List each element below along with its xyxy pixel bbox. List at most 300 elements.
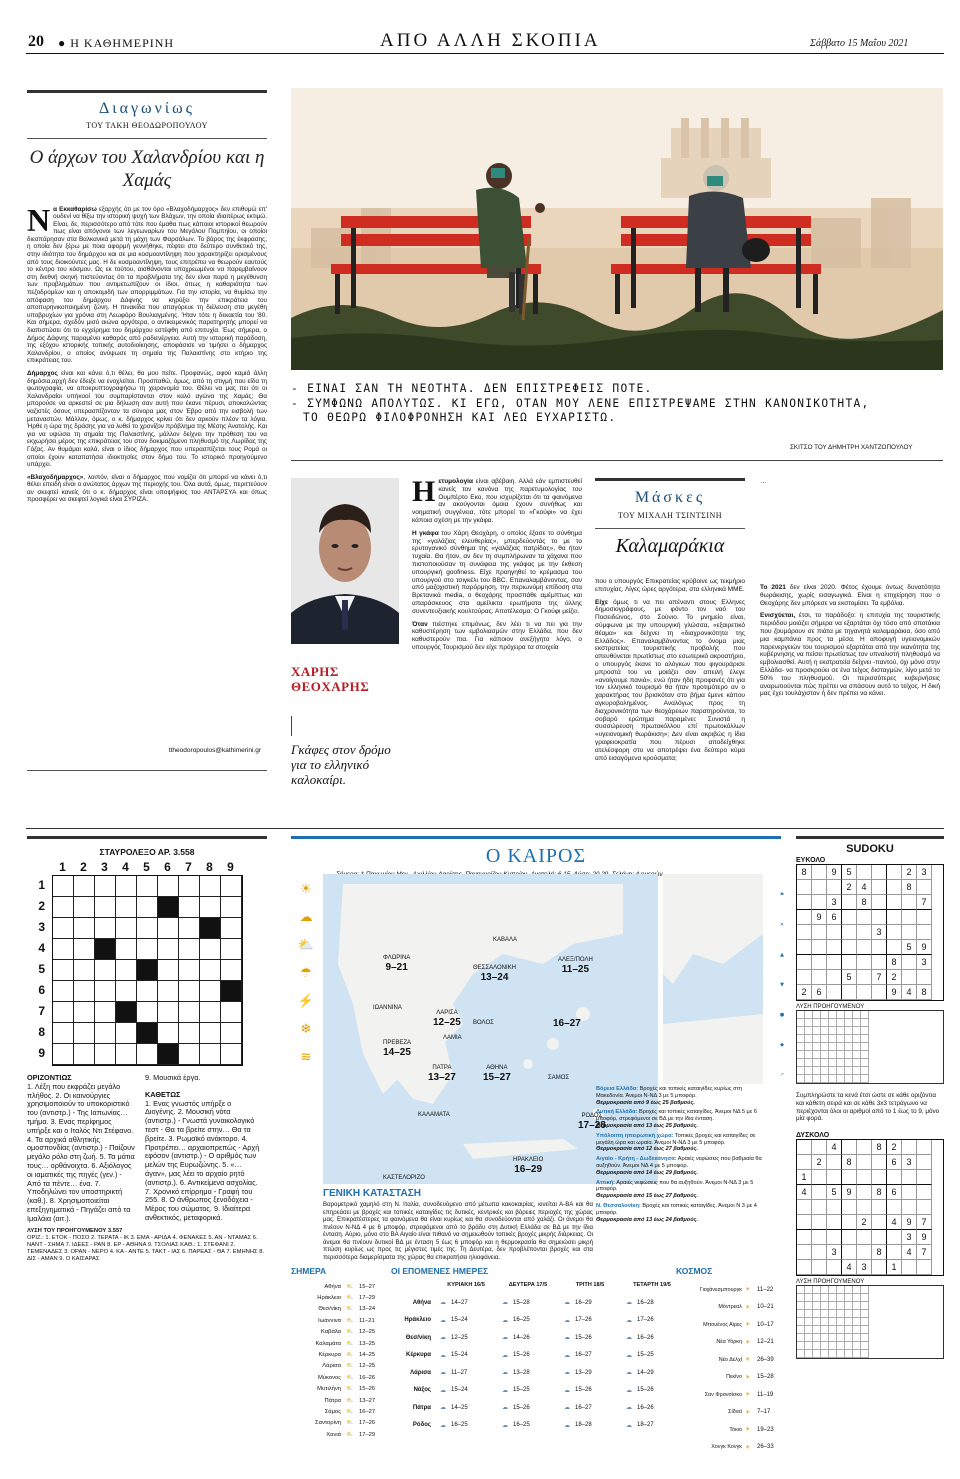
sudoku-cell[interactable] <box>887 865 902 880</box>
region-forecast <box>596 1109 766 1129</box>
sudoku-cell[interactable] <box>827 985 842 1000</box>
crossword-cell[interactable] <box>137 897 158 918</box>
crossword-cell[interactable] <box>221 1002 242 1023</box>
maskes-header <box>595 478 745 568</box>
sudoku-cell[interactable] <box>902 1200 917 1215</box>
sudoku-cell[interactable] <box>887 925 902 940</box>
sudoku-cell[interactable] <box>812 955 827 970</box>
sudoku-cell[interactable] <box>812 1140 827 1155</box>
crossword-cell[interactable] <box>158 1002 179 1023</box>
crossword-cell[interactable] <box>179 918 200 939</box>
sudoku-cell: 8 <box>872 1185 887 1200</box>
city-name: ΛΑΡΙΣΑ <box>436 1010 458 1016</box>
crossword-cell[interactable] <box>116 1023 137 1044</box>
maskes-col-3: … Το 2021 δεν είναι 2020. Φέτος έχουμε όντως δυνατότητα θωράκισης, χωρίς εισαγωγικά. Είναι η επιχείρηση που ο Θεοχάρης δεν μπόρεσε να εκστομίσει. Τα εμβόλια. Ενισχύεται, έτσι, το παράδοξο: η επιτυχία της τουριστικής περιόδου μοιάζει σήμερα να εξαρτάται όχι τόσο από σποτάκια που ζουμάρουν σε πιάτα με τηγανητά καλαμαράκια, όσο από μια καμπάνια προς τα μέσα. Η αποφυγή υγειονομικών παρενεργειών του τουρισμού εξαρτάται από την ικανότητα της κυβέρνησης να πείσει πρωτίστως τον υπναλιστή πληθυσμό να εμβολιασθεί. Αυτή η εκστρατεία δείχνει -παντού, όχι μόνο στην Ελλάδα- να προσκρούει σε ένα τείχος δισταγμών, λίγο μετά το 50% του πληθυσμού. Οι περισσότερες κυβερνήσεις αναρωτιούνται πώς πρέπει να σπάσουν αυτό το τείχος. Η δική μας έχει τουλάχιστον ή δεν πρέπει να κάνει. <box>760 478 941 698</box>
sudoku-cell[interactable] <box>872 1260 887 1275</box>
sudoku-cell[interactable] <box>842 1200 857 1215</box>
sudoku-cell[interactable] <box>812 940 827 955</box>
crossword-cell[interactable] <box>221 960 242 981</box>
city-temp: 9–21 <box>385 962 408 973</box>
solution-cell <box>837 1326 845 1334</box>
sudoku-cell[interactable] <box>812 880 827 895</box>
sudoku-cell[interactable] <box>857 1140 872 1155</box>
city-name: ΚΑΣΤΕΛΟΡΙΖΟ <box>383 1175 425 1181</box>
crossword-cell[interactable] <box>116 939 137 960</box>
solution-cell <box>837 1350 845 1358</box>
sudoku-cell[interactable] <box>917 925 932 940</box>
crossword-row-number: 4 <box>38 941 45 955</box>
crossword-cell[interactable] <box>95 897 116 918</box>
sudoku-cell[interactable] <box>842 910 857 925</box>
solution-cell <box>845 1059 853 1067</box>
today-row <box>291 1349 391 1360</box>
crossword-cell[interactable] <box>179 960 200 981</box>
map-city <box>383 954 410 972</box>
crossword-cell[interactable] <box>116 918 137 939</box>
sudoku-cell[interactable] <box>872 985 887 1000</box>
solution-cell <box>845 1294 853 1302</box>
c4-bold: Είχε <box>595 598 608 606</box>
crossword-cell[interactable] <box>53 1044 74 1065</box>
sudoku-cell[interactable] <box>842 1230 857 1245</box>
crossword-cell[interactable] <box>74 960 95 981</box>
sudoku-cell[interactable] <box>887 880 902 895</box>
sudoku-cell[interactable] <box>797 940 812 955</box>
crossword-cell[interactable] <box>95 1044 116 1065</box>
sudoku-cell[interactable] <box>857 955 872 970</box>
sudoku-cell[interactable] <box>872 1215 887 1230</box>
temp-range: 15–26 <box>513 1404 530 1411</box>
city-name: ΑΛΕΞ/ΠΟΛΗ <box>558 957 593 963</box>
solution-cell <box>821 1035 829 1043</box>
crossword-cell[interactable] <box>158 939 179 960</box>
crossword-cell[interactable] <box>74 918 95 939</box>
sudoku-cell[interactable] <box>887 1200 902 1215</box>
sudoku-cell: 4 <box>902 1245 917 1260</box>
weather-icon: ☀ <box>745 1357 751 1364</box>
crossword-cell[interactable] <box>221 1044 242 1065</box>
crossword-cell[interactable] <box>137 876 158 897</box>
sudoku-cell[interactable] <box>872 1170 887 1185</box>
sudoku-cell[interactable] <box>812 1260 827 1275</box>
sudoku-cell: 3 <box>917 865 932 880</box>
crossword-cell[interactable] <box>158 918 179 939</box>
sudoku-cell[interactable] <box>872 1155 887 1170</box>
sudoku-cell[interactable] <box>902 1260 917 1275</box>
weather-icon: ☁ <box>502 1300 508 1307</box>
sudoku-cell[interactable] <box>797 895 812 910</box>
city-name: Μύκονος <box>318 1374 341 1381</box>
sudoku-cell[interactable] <box>872 940 887 955</box>
sudoku-cell[interactable] <box>857 925 872 940</box>
weather-icon: ☁ <box>502 1370 508 1377</box>
crossword-cell[interactable] <box>53 1002 74 1023</box>
day-header: ΤΡΙΤΗ 18/5 <box>575 1282 605 1288</box>
crossword-row-number: 9 <box>38 1046 45 1060</box>
crossword-cell[interactable] <box>221 876 242 897</box>
sudoku-cell[interactable] <box>842 1140 857 1155</box>
crossword-cell[interactable] <box>200 981 221 1002</box>
crossword-cell[interactable] <box>221 918 242 939</box>
sudoku-cell[interactable] <box>857 1230 872 1245</box>
sudoku-cell[interactable] <box>887 1170 902 1185</box>
today-row <box>291 1406 391 1417</box>
crossword-grid[interactable] <box>52 875 243 1066</box>
sudoku-cell[interactable] <box>842 1170 857 1185</box>
city-name: ΙΩΑΝΝΙΝΑ <box>373 1005 402 1011</box>
temp-range: 12–25 <box>359 1329 376 1336</box>
sudoku-cell[interactable] <box>872 1200 887 1215</box>
city-name: ΚΑΛΑΜΑΤΑ <box>418 1112 450 1118</box>
crossword-cell[interactable] <box>200 897 221 918</box>
sudoku-cell[interactable] <box>797 1245 812 1260</box>
weather-icon: ⛅ <box>346 1408 354 1415</box>
weather-icon: ⛅ <box>346 1329 354 1336</box>
sudoku-cell[interactable] <box>917 1140 932 1155</box>
sudoku-cell: 8 <box>887 955 902 970</box>
sudoku-cell[interactable] <box>842 1245 857 1260</box>
sudoku-cell: 9 <box>827 865 842 880</box>
sudoku-cell[interactable] <box>797 955 812 970</box>
sudoku-cell[interactable] <box>797 925 812 940</box>
sudoku-cell[interactable] <box>842 1215 857 1230</box>
map-city <box>473 1019 494 1028</box>
crossword-row-number: 1 <box>38 878 45 892</box>
weather-icon: ☁ <box>564 1352 570 1359</box>
solution-cell <box>845 1043 853 1051</box>
temp-range: 10–17 <box>757 1321 774 1328</box>
sudoku-cell[interactable] <box>857 1245 872 1260</box>
crossword-cell[interactable] <box>53 897 74 918</box>
weather-icon: ☁ <box>440 1422 446 1429</box>
crossword-cell[interactable] <box>158 981 179 1002</box>
sudoku-cell[interactable] <box>887 1245 902 1260</box>
sudoku-cell[interactable] <box>812 925 827 940</box>
crossword-cell[interactable] <box>221 939 242 960</box>
name-first: ΧΑΡΗΣ <box>291 664 339 679</box>
sudoku-cell[interactable] <box>857 1200 872 1215</box>
sudoku-cell[interactable] <box>857 1185 872 1200</box>
crossword-cell[interactable] <box>200 960 221 981</box>
crossword-cell[interactable] <box>200 1023 221 1044</box>
temp-range: 13–24 <box>359 1306 376 1313</box>
sudoku-cell[interactable] <box>872 955 887 970</box>
crossword-cell[interactable] <box>200 1044 221 1065</box>
hard-grid[interactable] <box>796 1139 944 1276</box>
sudoku-cell[interactable] <box>797 1230 812 1245</box>
sudoku-cell[interactable] <box>857 910 872 925</box>
sudoku-cell[interactable] <box>827 1170 842 1185</box>
sudoku-cell[interactable] <box>902 925 917 940</box>
crossword-cell[interactable] <box>179 897 200 918</box>
city-name: Καβάλα <box>321 1329 341 1336</box>
sudoku-cell[interactable] <box>917 910 932 925</box>
solution-cell <box>837 1302 845 1310</box>
sudoku-cell[interactable] <box>812 1185 827 1200</box>
crossword-cell[interactable] <box>158 1023 179 1044</box>
sudoku-cell[interactable] <box>827 970 842 985</box>
crossword-cell[interactable] <box>158 876 179 897</box>
solution-cell <box>805 1059 813 1067</box>
city-name: Σαντορίνη <box>315 1420 341 1427</box>
region-temp: Θερμοκρασία από 12 έως 27 βαθμούς. <box>596 1146 699 1153</box>
sudoku-cell[interactable] <box>902 1185 917 1200</box>
crossword-cell[interactable] <box>116 1044 137 1065</box>
sudoku-cell[interactable] <box>827 1260 842 1275</box>
sudoku-cell[interactable] <box>797 880 812 895</box>
sudoku-cell[interactable] <box>812 1170 827 1185</box>
crossword-cell[interactable] <box>158 960 179 981</box>
region-text: Αραιές νεφώσεις που θα αυξηθούν. Άνεμοι Ν-ΝΔ 3 με 5 μποφόρ. <box>596 1179 754 1193</box>
crossword-cell[interactable] <box>179 1002 200 1023</box>
sudoku-cell[interactable] <box>872 880 887 895</box>
crossword-cell[interactable] <box>116 981 137 1002</box>
solution-cell <box>845 1035 853 1043</box>
sudoku-cell[interactable] <box>842 985 857 1000</box>
sudoku-cell[interactable] <box>812 865 827 880</box>
solution-cell <box>861 1334 869 1342</box>
sudoku-cell[interactable] <box>902 1170 917 1185</box>
sudoku-cell[interactable] <box>797 970 812 985</box>
solution-cell <box>837 1075 845 1083</box>
sudoku-cell[interactable] <box>917 880 932 895</box>
region-text: Αραιές νεφώσεις που βαθμιαία θα αυξηθούν. Άνεμοι ΝΔ 4 με 5 μποφόρ. <box>596 1156 762 1169</box>
sudoku-cell[interactable] <box>857 985 872 1000</box>
sudoku-cell[interactable] <box>797 1260 812 1275</box>
solution-cell <box>805 1035 813 1043</box>
c6-text: έτσι, το παράδοξο: η επιτυχία της τουριστικής περιόδου μοιάζει σήμερα να εξαρτάται όχι τόσο από σποτάκια που ζουμάρουν σε πιάτα με τηγανητά καλαμαράκια, όσο από μια καμπάνια προς τα μέσα. Η αποφυγή υγειονομικών παρενεργειών του τουρισμού εξαρτάται από την ικανότητα της κυβέρνησης να πείσει πρωτίστως τον υπναλιστή πληθυσμό να εμβολιασθεί. Αυτή η εκστρατεία δείχνει -παντού, όχι μόνο στην Ελλάδα- να προσκρούει σε ένα τείχος δισταγμών, λίγο μετά το 50% του πληθυσμού. Οι περισσότερες κυβερνήσεις αναρωτιούνται πώς πρέπει να σπάσουν αυτό το τείχος. Η δική μας έχει τουλάχιστον ή δεν πρέπει να κάνει. <box>760 612 941 698</box>
sudoku-cell[interactable] <box>857 1155 872 1170</box>
solution-cell <box>829 1019 837 1027</box>
easy-grid[interactable] <box>796 864 944 1001</box>
crossword-cell[interactable] <box>74 897 95 918</box>
sudoku-cell[interactable] <box>827 1230 842 1245</box>
sudoku-cell[interactable] <box>812 895 827 910</box>
sudoku-cell[interactable] <box>917 1170 932 1185</box>
sudoku-cell[interactable] <box>872 895 887 910</box>
city-name: Λάρισα <box>322 1363 341 1370</box>
sudoku-cell[interactable] <box>902 955 917 970</box>
sudoku-cell: 5 <box>827 1185 842 1200</box>
sudoku-cell[interactable] <box>857 970 872 985</box>
solution-cell <box>845 1326 853 1334</box>
weather-icon: ☁ <box>564 1335 570 1342</box>
crossword-row-number: 7 <box>38 1004 45 1018</box>
sudoku-cell[interactable] <box>827 955 842 970</box>
sudoku-cell[interactable] <box>902 910 917 925</box>
crossword-cell[interactable] <box>179 981 200 1002</box>
temp-range: 15–26 <box>637 1387 654 1394</box>
solution-cell <box>829 1310 837 1318</box>
crossword-cell[interactable] <box>221 897 242 918</box>
crossword-cell[interactable] <box>95 918 116 939</box>
sudoku-cell[interactable] <box>857 1170 872 1185</box>
sudoku-cell: 3 <box>857 1260 872 1275</box>
sudoku-cell: 2 <box>887 970 902 985</box>
para-2: είναι και κάνει ό,τι θέλει, θα μου πείτε. Προφανώς, αφού καμιά άλλη δημόσια,αρχή δεν έδειξε να ενοχλείται. Προσπαθώ, όμως, από τη στιγμή που είδα τη φωτογραφία, να αποκρυπτογραφήσω τη χειρονομία του. Θέλει να μας πει ότι οι Χαλανδραίοι υπήκοοί του συμπαρίστανται στον καλό αγώνα της Χαμάς; Θα μπορούσε να αρκεστεί σε μια δήλωση σαν αυτή που έκανε πέρυσι, αποκαλώντας ναζιστές όσους υπερασπίζονταν τα σύνορα μας στον Έβρο από την εισβολή των μεταναστών. Μάλλον, όμως, ο κ. δήμαρχος κρίνει ότι δεν αρκούν πλέον τα λόγια. Ήρθε η ώρα της δράσης για να λυθεί το χρονίζον πρόβλημα της Μέσης Ανατολής. Και για να υψώσει τη σημαία της Παλαιστίνης, μάλλον δείχνει την πρόθεση του να εκχωρήσει μέρος της επικράτειας του στον δοκιμαζόμενο πληθυσμό της Λωρίδας της Γάζας. Αν θυμάμαι καλά, είναι ο ίδιος δήμαρχος που υπερασπίζεται τους Ρομά οι οποίοι έχουν καταπατήσει ιδιοκτησίες στον δήμο του. Το ιστορικό προηγούμενο υπάρχει. <box>27 369 268 469</box>
crossword-cell[interactable] <box>95 960 116 981</box>
sudoku-cell[interactable] <box>872 910 887 925</box>
sudoku-cell[interactable] <box>842 940 857 955</box>
sudoku-cell[interactable] <box>812 1215 827 1230</box>
sudoku-cell[interactable] <box>797 1155 812 1170</box>
crossword-col-number: 1 <box>59 860 66 874</box>
solution-cell <box>837 1035 845 1043</box>
sudoku-cell[interactable] <box>902 1140 917 1155</box>
sudoku-cell[interactable] <box>827 1200 842 1215</box>
crossword-cell[interactable] <box>116 876 137 897</box>
solution-cell <box>853 1350 861 1358</box>
today-row <box>291 1315 391 1326</box>
sudoku-cell[interactable] <box>887 910 902 925</box>
sudoku-cell[interactable] <box>812 970 827 985</box>
solution-cell <box>861 1035 869 1043</box>
today-row <box>291 1429 391 1440</box>
sudoku-cell[interactable] <box>872 865 887 880</box>
solution-cell <box>813 1059 821 1067</box>
crossword-cell[interactable] <box>179 1023 200 1044</box>
sudoku-cell[interactable] <box>812 1230 827 1245</box>
sudoku-cell[interactable] <box>887 940 902 955</box>
crossword-cell[interactable] <box>53 939 74 960</box>
sudoku-cell[interactable] <box>797 1215 812 1230</box>
solution-cell <box>861 1011 869 1019</box>
today-row <box>291 1338 391 1349</box>
crossword-cell[interactable] <box>95 1002 116 1023</box>
city-name: ΑΘΗΝΑ <box>486 1065 508 1071</box>
sudoku-cell[interactable] <box>917 1260 932 1275</box>
c4a-text: που ο υπουργός Επικρατείας κρύβοινε ως τεκμήριο επιτυχίας. Λίγες ώρες αργότερα, στα ελληνικά ΜΜΕ. <box>595 578 745 593</box>
sudoku-cell[interactable] <box>827 1155 842 1170</box>
solution-cell <box>813 1334 821 1342</box>
crossword-cell[interactable] <box>116 897 137 918</box>
sudoku-cell[interactable] <box>872 1230 887 1245</box>
crossword-cell[interactable] <box>74 876 95 897</box>
crossword-cell[interactable] <box>179 876 200 897</box>
weather-icon: ⛅ <box>346 1283 354 1290</box>
solution-cell <box>853 1035 861 1043</box>
crossword-cell[interactable] <box>137 981 158 1002</box>
sudoku-cell[interactable] <box>917 1200 932 1215</box>
sudoku-cell[interactable] <box>887 895 902 910</box>
crossword-cell[interactable] <box>137 918 158 939</box>
sudoku-cell[interactable] <box>827 1215 842 1230</box>
map-city <box>548 1074 569 1083</box>
crossword-cell[interactable] <box>53 981 74 1002</box>
crossword-cell[interactable] <box>116 960 137 981</box>
temp-range: 15–24 <box>451 1387 468 1394</box>
park-bench-cartoon <box>291 88 943 370</box>
crossword-cell[interactable] <box>74 939 95 960</box>
crossword-cell[interactable] <box>179 1044 200 1065</box>
sudoku-cell[interactable] <box>797 1200 812 1215</box>
crossword-cell[interactable] <box>95 981 116 1002</box>
general-situation <box>323 1188 593 1261</box>
sudoku-cell[interactable] <box>917 970 932 985</box>
crossword-cell[interactable] <box>221 1023 242 1044</box>
sudoku-cell[interactable] <box>812 1245 827 1260</box>
solution-cell <box>813 1043 821 1051</box>
crossword-cell[interactable] <box>53 1023 74 1044</box>
region-name: Αττική: <box>596 1179 615 1186</box>
sudoku-cell[interactable] <box>902 970 917 985</box>
temp-range: 17–29 <box>359 1295 376 1302</box>
sudoku-cell[interactable] <box>842 925 857 940</box>
sudoku-cell[interactable] <box>827 880 842 895</box>
city-name: Ρόδος <box>412 1422 431 1429</box>
crossword-cell[interactable] <box>74 1044 95 1065</box>
region-temp: Θερμοκρασία από 9 έως 25 βαθμούς. <box>596 1099 695 1106</box>
world-table <box>683 1281 783 1456</box>
weather-icon: ☁ <box>440 1300 446 1307</box>
crossword-col-number: 8 <box>206 860 213 874</box>
crossword-cell[interactable] <box>137 1044 158 1065</box>
solution-cell <box>829 1035 837 1043</box>
sudoku-cell[interactable] <box>827 940 842 955</box>
crossword-cell[interactable] <box>53 876 74 897</box>
crossword-cell[interactable] <box>74 1023 95 1044</box>
sudoku-cell[interactable] <box>902 895 917 910</box>
temp-range: 15–25 <box>637 1352 654 1359</box>
solution-cell <box>821 1043 829 1051</box>
temp-range: 16–25 <box>451 1422 468 1429</box>
world-row <box>683 1421 783 1439</box>
sudoku-cell[interactable] <box>797 1140 812 1155</box>
crossword-cell[interactable] <box>74 1002 95 1023</box>
temp-range: 18–28 <box>575 1422 592 1429</box>
sudoku-cell[interactable] <box>842 955 857 970</box>
sudoku-cell[interactable] <box>917 1185 932 1200</box>
crossword-cell[interactable] <box>53 918 74 939</box>
sudoku-cell: 4 <box>842 1260 857 1275</box>
crossword-cell[interactable] <box>200 876 221 897</box>
sudoku-cell[interactable] <box>797 910 812 925</box>
sudoku-cell[interactable] <box>857 865 872 880</box>
sudoku-cell[interactable] <box>812 1200 827 1215</box>
sudoku-cell[interactable] <box>857 940 872 955</box>
sudoku-cell: 8 <box>917 985 932 1000</box>
crossword-cell[interactable] <box>179 939 200 960</box>
crossword-cell[interactable] <box>95 876 116 897</box>
crossword-cell[interactable] <box>137 939 158 960</box>
sudoku-cell[interactable] <box>887 1230 902 1245</box>
sudoku-cell[interactable] <box>842 895 857 910</box>
solution-cell <box>813 1067 821 1075</box>
crossword-row-numbers <box>27 875 52 1066</box>
weather-icon: ☁ <box>440 1317 446 1324</box>
crossword-cell[interactable] <box>200 939 221 960</box>
solution-cell <box>829 1067 837 1075</box>
crossword-black-cell <box>158 897 179 918</box>
sudoku-cell[interactable] <box>827 925 842 940</box>
crossword-cell[interactable] <box>137 1002 158 1023</box>
weather-icon: ☁ <box>502 1387 508 1394</box>
crossword-cell[interactable] <box>200 1002 221 1023</box>
author-email: ttheodoropoulos@kathimerini.gr <box>168 747 261 754</box>
sudoku-cell[interactable] <box>917 1155 932 1170</box>
crossword-cell[interactable] <box>95 1023 116 1044</box>
solution-cell <box>821 1342 829 1350</box>
temp-range: 16–25 <box>513 1317 530 1324</box>
crossword-cell[interactable] <box>74 981 95 1002</box>
solution-cell <box>797 1075 805 1083</box>
sudoku-cell: 7 <box>917 1215 932 1230</box>
weather-icon: ⛅ <box>346 1397 354 1404</box>
down-text: 1. Ενας γνωστός υπήρξε ο Διογένης. 2. Μουσική νότα (αντιστρ.) - Γνωστά γυναικολογικό τεστ - Θα τα βρείτε στην… Θα τα βρείτε. 3. Ρωμαϊκό ανάκτορο. 4. Προτρέπει… αρχαιοπρεπώς - Αρχή εφόσον (αντιστρ.) - Ο αριθμός των μελών της Ευρωζώνης. 5. «…άγαν», μας λέει το αρχαίο ρητό (αντιστρ.). 6. Αντικείμενα ασχολίας. 7. Χρονικό επίρρημα - Γραφή του 255. 8. Ο άνθρωπος ξενοδόχεια - Μέρος του σώματος. 9. Ιδιαίτερα ανθεκτικός, μεταφορικά. <box>145 1098 260 1222</box>
crossword-cell[interactable] <box>53 960 74 981</box>
map-city <box>513 1156 543 1174</box>
city-name: Ηράκλειο <box>404 1317 431 1324</box>
